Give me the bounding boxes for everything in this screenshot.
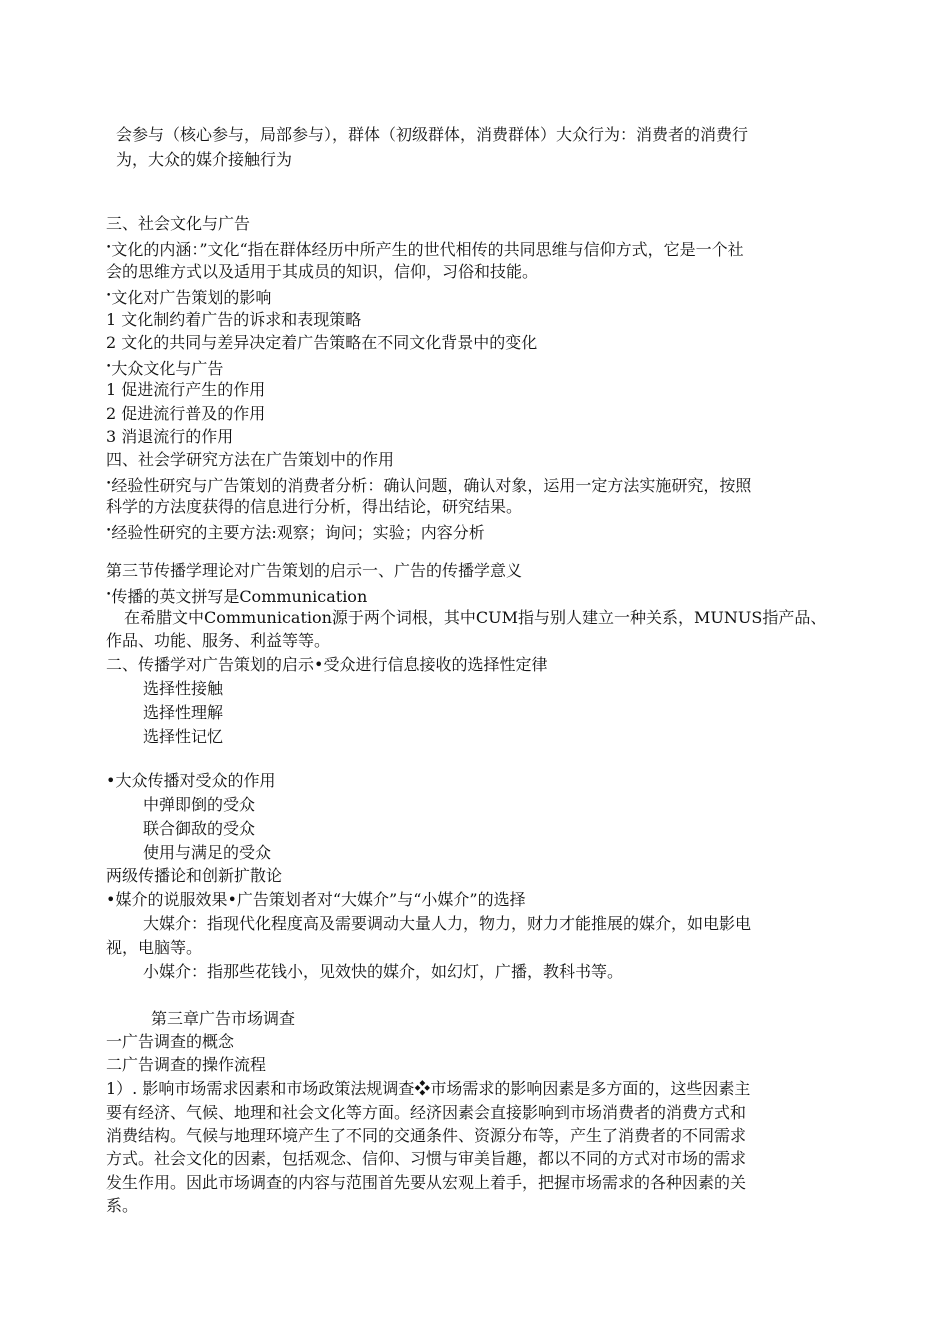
bullet-icon: • [106, 243, 112, 253]
text-line: 要有经济、气候、地理和社会文化等方面。经济因素会直接影响到市场消费者的消费方式和 [106, 1103, 747, 1122]
text-line: 方式。社会文化的因素，包括观念、信仰、习惯与审美旨趣，都以不同的方式对市场的需求 [106, 1149, 747, 1168]
chapter-title: 第三章广告市场调查 [151, 1009, 296, 1028]
list-item: 3 消退流行的作用 [106, 427, 234, 446]
section-heading: 四、社会学研究方法在广告策划中的作用 [106, 450, 395, 469]
bullet-line: •经验性研究与广告策划的消费者分析：确认问题，确认对象，运用一定方法实施研究，按照 [106, 476, 752, 495]
text-line: 小媒介：指那些花钱小，见效快的媒介，如幻灯，广播，教科书等。 [143, 962, 624, 981]
section-heading: 第三节传播学理论对广告策划的启示一、广告的传播学意义 [106, 561, 523, 580]
bullet-line: •大众文化与广告 [106, 359, 224, 378]
text-line: 会的思维方式以及适用于其成员的知识，信仰，习俗和技能。 [106, 262, 539, 281]
text-line: 会参与（核心参与，局部参与），群体（初级群体，消费群体）大众行为：消费者的消费行 [116, 125, 749, 144]
text-line: 系。 [106, 1196, 139, 1215]
section-heading: 一广告调查的概念 [106, 1032, 235, 1051]
list-item: 1 促进流行产生的作用 [106, 380, 266, 399]
text-line: 大媒介：指现代化程度高及需要调动大量人力，物力，财力才能推展的媒介，如电影电 [143, 914, 752, 933]
text-line: 消费结构。气候与地理环境产生了不同的交通条件、资源分布等，产生了消费者的不同需求 [106, 1126, 747, 1145]
bullet-icon: • [106, 362, 112, 372]
text-line: 在希腊文中Communication源于两个词根，其中CUM指与别人建立一种关系，MUNUS指产品、 [124, 608, 827, 627]
list-item: 1 文化制约着广告的诉求和表现策略 [106, 310, 362, 329]
list-item: 联合御敌的受众 [143, 819, 256, 838]
text-line: 视，电脑等。 [106, 938, 203, 957]
text-line: 发生作用。因此市场调查的内容与范围首先要从宏观上着手，把握市场需求的各种因素的关 [106, 1173, 747, 1192]
list-item: 选择性接触 [143, 679, 224, 698]
bullet-icon: • [106, 526, 112, 536]
text-line: •大众传播对受众的作用 [106, 771, 276, 790]
list-item: 选择性记忆 [143, 727, 224, 746]
list-item: 中弹即倒的受众 [143, 795, 256, 814]
section-heading: 三、社会文化与广告 [106, 214, 251, 233]
list-item: 2 促进流行普及的作用 [106, 404, 266, 423]
bullet-line: •传播的英文拼写是Communication [106, 587, 368, 606]
list-item: 选择性理解 [143, 703, 224, 722]
bullet-line: •文化对广告策划的影响 [106, 288, 272, 307]
text-line: 为，大众的媒介接触行为 [116, 150, 293, 169]
text-line: 作品、功能、服务、利益等等。 [106, 631, 331, 650]
text-line: 两级传播论和创新扩散论 [106, 866, 283, 885]
list-item: 使用与满足的受众 [143, 843, 272, 862]
bullet-icon: • [106, 590, 112, 600]
text-line: •媒介的说服效果•广告策划者对“大媒介”与“小媒介”的选择 [106, 890, 526, 909]
list-item: 2 文化的共同与差异决定着广告策略在不同文化背景中的变化 [106, 333, 538, 352]
bullet-icon: • [106, 291, 112, 301]
bullet-icon: • [106, 479, 112, 489]
section-heading: 二广告调查的操作流程 [106, 1055, 267, 1074]
bullet-line: •文化的内涵：”文化“指在群体经历中所产生的世代相传的共同思维与信仰方式，它是一个社 [106, 240, 744, 259]
text-line: 科学的方法度获得的信息进行分析，得出结论，研究结果。 [106, 497, 523, 516]
section-heading: 二、传播学对广告策划的启示•受众进行信息接收的选择性定律 [106, 655, 548, 674]
bullet-line: •经验性研究的主要方法:观察；询问；实验；内容分析 [106, 523, 485, 542]
text-line: 1）. 影响市场需求因素和市场政策法规调查❖市场需求的影响因素是多方面的，这些因素主 [106, 1079, 751, 1098]
